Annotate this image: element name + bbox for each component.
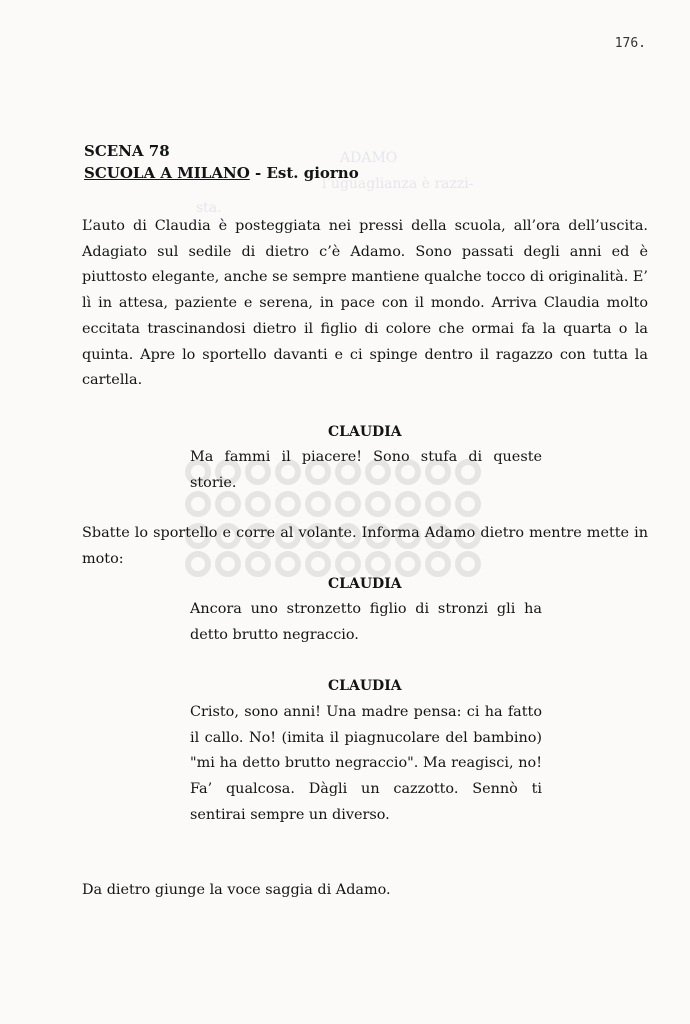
action-paragraph-1: L’auto di Claudia è posteggiata nei pressi della scuola, all’ora dell’uscita. Adagiato sul sedile di dietro c’è Adamo. Sono passati degli anni ed è piuttosto elegante, anche se sempre mantiene qualche tocco di originalità. E’ lì in attesa, paziente e serena, in pace con il mondo. Arriva Claudia molto eccitata trascinandosi dietro il figlio di colore che ormai fa la quarta o la quinta. Apre lo sportello davanti e ci spinge dentro il ragazzo con tutta la cartella. bbox=[82, 218, 648, 389]
bleed-through-fragment-2: sta. bbox=[196, 200, 222, 216]
dialogue-line-2: Ancora uno stronzetto figlio di stronzi gli ha detto brutto negraccio. bbox=[190, 601, 542, 643]
scene-time: - Est. giorno bbox=[249, 164, 359, 182]
dialogue-line-1: Ma fammi il piacere! Sono stufa di queste storie. bbox=[190, 449, 542, 491]
scene-location: SCUOLA A MILANO bbox=[84, 164, 250, 182]
bleed-through-fragment: l’uguaglianza è razzi- bbox=[322, 176, 474, 192]
character-name: CLAUDIA bbox=[328, 678, 402, 694]
bleed-through-character: ADAMO bbox=[340, 150, 398, 166]
scene-number: SCENA 78 bbox=[84, 142, 170, 160]
scene-slugline bbox=[84, 162, 644, 184]
character-name: CLAUDIA bbox=[328, 424, 402, 440]
action-paragraph-2: Sbatte lo sportello e corre al volante. Informa Adamo dietro mentre mette in moto: bbox=[82, 525, 648, 567]
dialogue-line-3: Cristo, sono anni! Una madre pensa: ci ha fatto il callo. No! (imita il piagnucolare del bambino) "mi ha detto brutto negraccio". Ma reagisci, no! Fa’ qualcosa. Dàgli un cazzotto. Sennò ti sentirai sempre un diverso. bbox=[190, 704, 542, 823]
action-paragraph-3: Da dietro giunge la voce saggia di Adamo. bbox=[82, 882, 391, 898]
scene-heading bbox=[84, 140, 644, 184]
character-name: CLAUDIA bbox=[328, 576, 402, 592]
page-number: 176. bbox=[614, 36, 646, 51]
